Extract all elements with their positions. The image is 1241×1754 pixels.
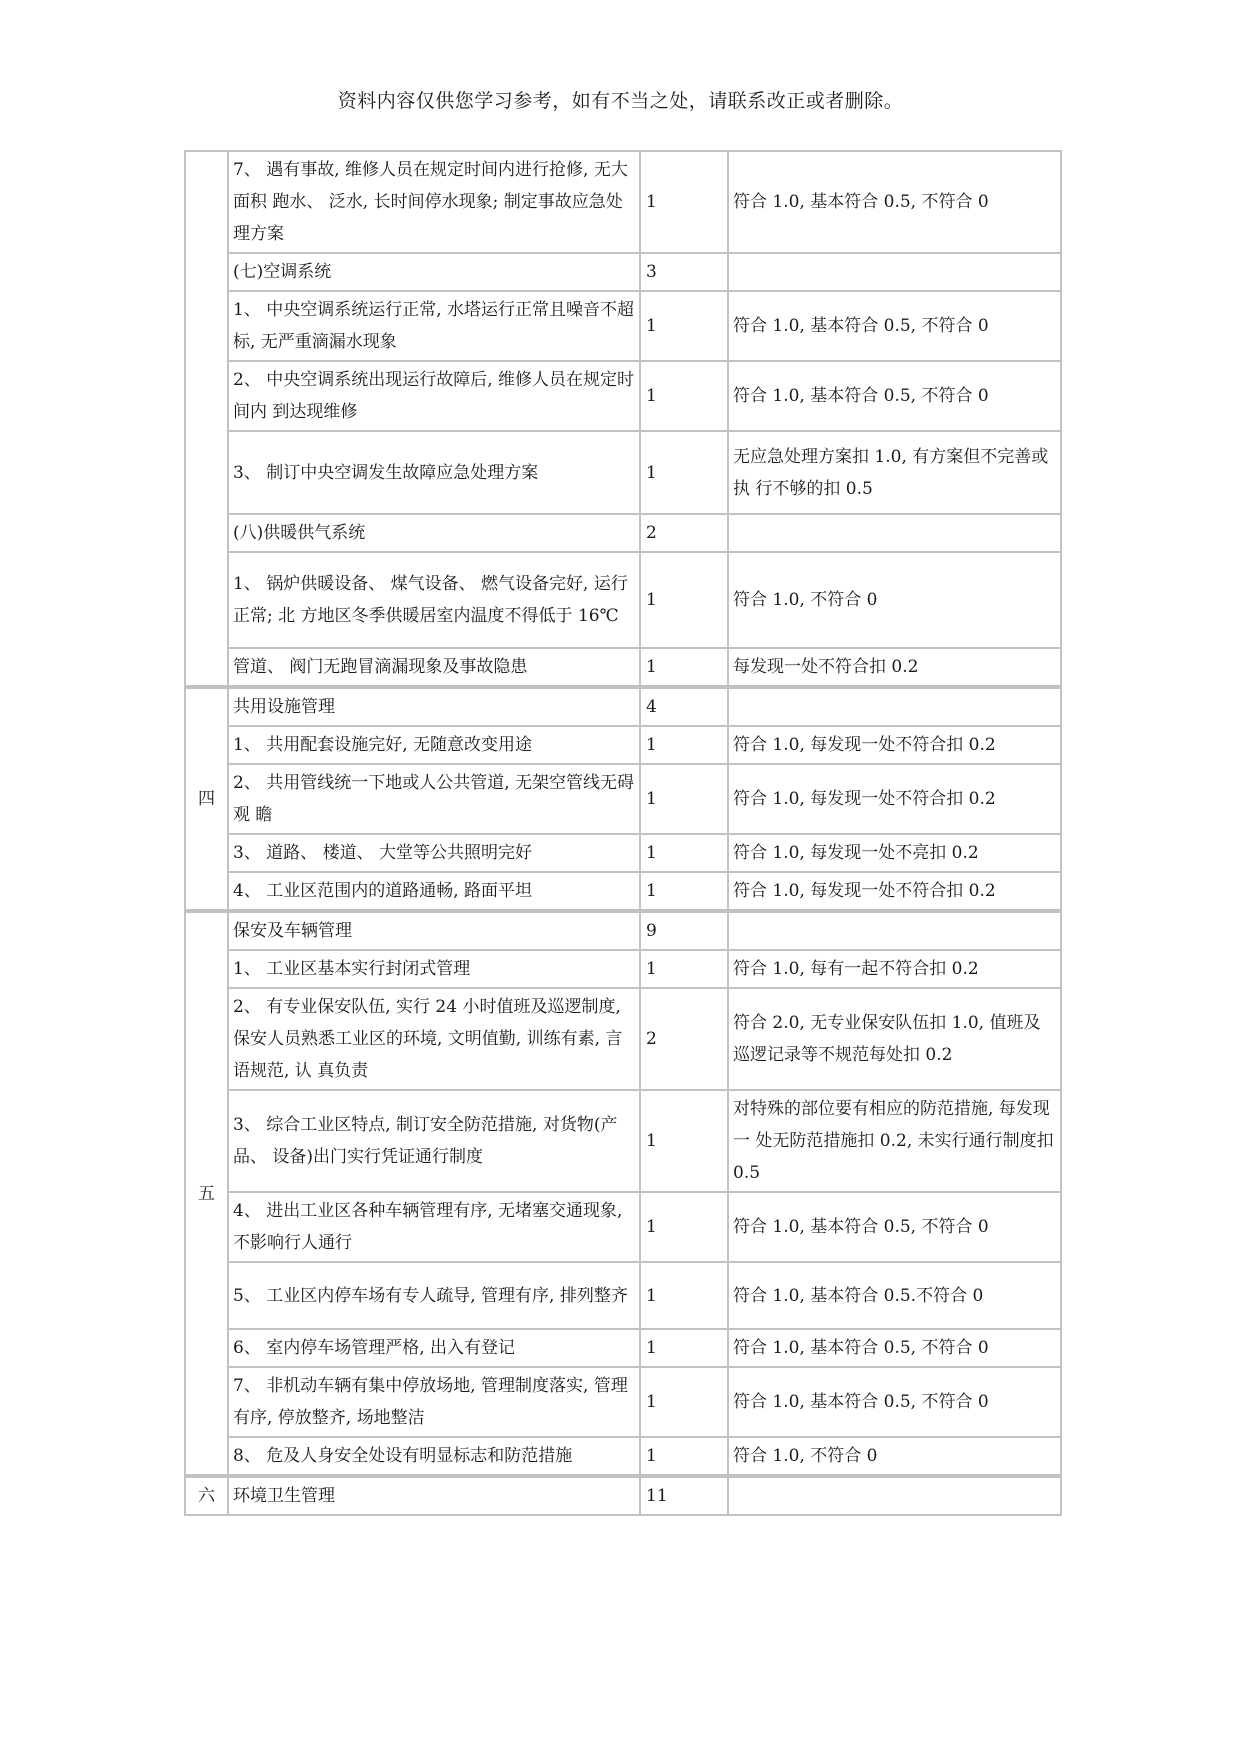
item-description-cell: 3、 综合工业区特点, 制订安全防范措施, 对货物(产品、 设备)出门实行凭证通行制度	[228, 1090, 640, 1192]
evaluation-table-wrapper	[184, 150, 1060, 1516]
table-row	[185, 950, 1061, 988]
score-cell: 1	[640, 552, 728, 648]
scoring-standard-cell: 符合 1.0, 每发现一处不符合扣 0.2	[728, 872, 1061, 911]
scoring-standard-cell: 符合 1.0, 每发现一处不符合扣 0.2	[728, 726, 1061, 764]
score-cell: 1	[640, 648, 728, 687]
scoring-standard-cell	[728, 1476, 1061, 1515]
scoring-standard-cell: 符合 1.0, 基本符合 0.5, 不符合 0	[728, 1367, 1061, 1437]
section-number-cell: 六	[185, 1476, 228, 1515]
table-row	[185, 1090, 1061, 1192]
table-row	[185, 764, 1061, 834]
score-cell: 2	[640, 988, 728, 1090]
table-row	[185, 291, 1061, 361]
table-row	[185, 514, 1061, 552]
item-description-cell: 2、 共用管线统一下地或人公共管道, 无架空管线无碍观 瞻	[228, 764, 640, 834]
scoring-standard-cell: 符合 1.0, 每发现一处不亮扣 0.2	[728, 834, 1061, 872]
scoring-standard-cell: 符合 1.0, 不符合 0	[728, 552, 1061, 648]
table-row	[185, 911, 1061, 950]
item-description-cell: 4、 进出工业区各种车辆管理有序, 无堵塞交通现象, 不影响行人通行	[228, 1192, 640, 1262]
scoring-standard-cell: 对特殊的部位要有相应的防范措施, 每发现一 处无防范措施扣 0.2, 未实行通行制度扣 0.5	[728, 1090, 1061, 1192]
score-cell: 1	[640, 1192, 728, 1262]
item-description-cell: 1、 工业区基本实行封闭式管理	[228, 950, 640, 988]
scoring-standard-cell: 符合 2.0, 无专业保安队伍扣 1.0, 值班及巡逻记录等不规范每处扣 0.2	[728, 988, 1061, 1090]
table-row	[185, 1367, 1061, 1437]
item-description-cell: 4、 工业区范围内的道路通畅, 路面平坦	[228, 872, 640, 911]
item-description-cell: (七)空调系统	[228, 253, 640, 291]
score-cell: 1	[640, 361, 728, 431]
item-description-cell: 7、 非机动车辆有集中停放场地, 管理制度落实, 管理有序, 停放整齐, 场地整洁	[228, 1367, 640, 1437]
item-description-cell: 共用设施管理	[228, 687, 640, 726]
score-cell: 1	[640, 1090, 728, 1192]
section-number-cell: 五	[185, 911, 228, 1476]
item-description-cell: 1、 共用配套设施完好, 无随意改变用途	[228, 726, 640, 764]
score-cell: 1	[640, 1329, 728, 1367]
scoring-standard-cell: 符合 1.0, 基本符合 0.5, 不符合 0	[728, 1329, 1061, 1367]
scoring-standard-cell: 符合 1.0, 基本符合 0.5, 不符合 0	[728, 151, 1061, 253]
item-description-cell: (八)供暖供气系统	[228, 514, 640, 552]
score-cell: 4	[640, 687, 728, 726]
score-cell: 1	[640, 726, 728, 764]
table-row	[185, 1192, 1061, 1262]
scoring-standard-cell: 符合 1.0, 不符合 0	[728, 1437, 1061, 1476]
scoring-standard-cell: 无应急处理方案扣 1.0, 有方案但不完善或执 行不够的扣 0.5	[728, 431, 1061, 514]
table-row	[185, 687, 1061, 726]
table-row	[185, 834, 1061, 872]
score-cell: 3	[640, 253, 728, 291]
table-row	[185, 151, 1061, 253]
score-cell: 1	[640, 1437, 728, 1476]
score-cell: 1	[640, 872, 728, 911]
score-cell: 1	[640, 431, 728, 514]
scoring-standard-cell	[728, 911, 1061, 950]
item-description-cell: 2、 中央空调系统出现运行故障后, 维修人员在规定时间内 到达现维修	[228, 361, 640, 431]
item-description-cell: 3、 制订中央空调发生故障应急处理方案	[228, 431, 640, 514]
item-description-cell: 7、 遇有事故, 维修人员在规定时间内进行抢修, 无大面积 跑水、 泛水, 长时间停水现象; 制定事故应急处理方案	[228, 151, 640, 253]
score-cell: 1	[640, 764, 728, 834]
score-cell: 1	[640, 834, 728, 872]
item-description-cell: 1、 中央空调系统运行正常, 水塔运行正常且噪音不超标, 无严重滴漏水现象	[228, 291, 640, 361]
table-row	[185, 872, 1061, 911]
table-row	[185, 648, 1061, 687]
scoring-standard-cell	[728, 687, 1061, 726]
scoring-standard-cell	[728, 514, 1061, 552]
page-header-notice: 资料内容仅供您学习参考，如有不当之处，请联系改正或者删除。	[337, 90, 904, 112]
scoring-standard-cell: 符合 1.0, 基本符合 0.5.不符合 0	[728, 1262, 1061, 1329]
table-row	[185, 431, 1061, 514]
table-row	[185, 726, 1061, 764]
score-cell: 1	[640, 291, 728, 361]
item-description-cell: 2、 有专业保安队伍, 实行 24 小时值班及巡逻制度, 保安人员熟悉工业区的环境, 文明值勤, 训练有素, 言语规范, 认 真负责	[228, 988, 640, 1090]
scoring-standard-cell: 每发现一处不符合扣 0.2	[728, 648, 1061, 687]
item-description-cell: 3、 道路、 楼道、 大堂等公共照明完好	[228, 834, 640, 872]
table-row	[185, 1476, 1061, 1515]
item-description-cell: 环境卫生管理	[228, 1476, 640, 1515]
score-cell: 1	[640, 950, 728, 988]
scoring-standard-cell: 符合 1.0, 基本符合 0.5, 不符合 0	[728, 1192, 1061, 1262]
scoring-standard-cell: 符合 1.0, 每发现一处不符合扣 0.2	[728, 764, 1061, 834]
item-description-cell: 5、 工业区内停车场有专人疏导, 管理有序, 排列整齐	[228, 1262, 640, 1329]
score-cell: 2	[640, 514, 728, 552]
evaluation-table	[184, 150, 1062, 1516]
scoring-standard-cell: 符合 1.0, 基本符合 0.5, 不符合 0	[728, 291, 1061, 361]
scoring-standard-cell: 符合 1.0, 每有一起不符合扣 0.2	[728, 950, 1061, 988]
score-cell: 1	[640, 151, 728, 253]
evaluation-table-body	[185, 151, 1061, 1515]
scoring-standard-cell	[728, 253, 1061, 291]
table-row	[185, 988, 1061, 1090]
score-cell: 9	[640, 911, 728, 950]
item-description-cell: 8、 危及人身安全处设有明显标志和防范措施	[228, 1437, 640, 1476]
item-description-cell: 管道、 阀门无跑冒滴漏现象及事故隐患	[228, 648, 640, 687]
item-description-cell: 6、 室内停车场管理严格, 出入有登记	[228, 1329, 640, 1367]
score-cell: 11	[640, 1476, 728, 1515]
table-row	[185, 1262, 1061, 1329]
section-number-cell	[185, 151, 228, 687]
score-cell: 1	[640, 1262, 728, 1329]
item-description-cell: 保安及车辆管理	[228, 911, 640, 950]
table-row	[185, 552, 1061, 648]
score-cell: 1	[640, 1367, 728, 1437]
table-row	[185, 1437, 1061, 1476]
table-row	[185, 253, 1061, 291]
table-row	[185, 1329, 1061, 1367]
item-description-cell: 1、 锅炉供暖设备、 煤气设备、 燃气设备完好, 运行正常; 北 方地区冬季供暖居室内温度不得低于 16℃	[228, 552, 640, 648]
table-row	[185, 361, 1061, 431]
section-number-cell: 四	[185, 687, 228, 911]
scoring-standard-cell: 符合 1.0, 基本符合 0.5, 不符合 0	[728, 361, 1061, 431]
